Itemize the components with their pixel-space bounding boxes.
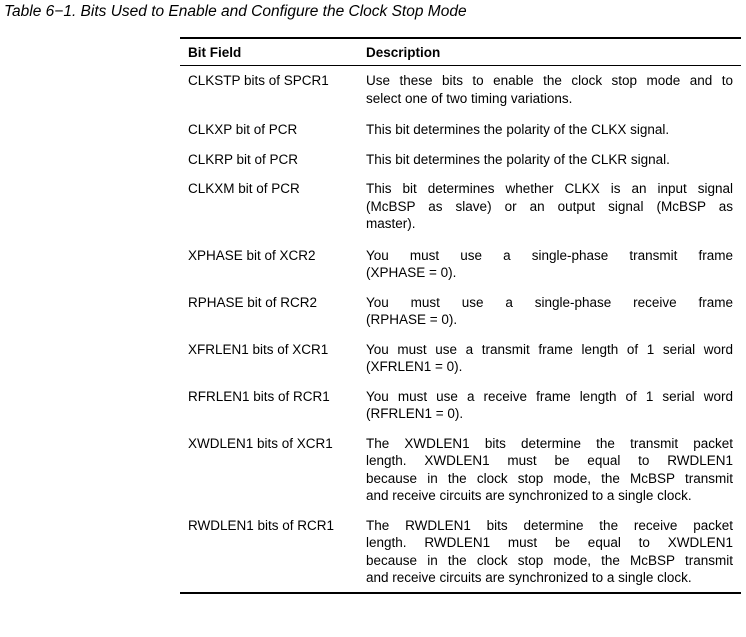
table-row <box>180 341 741 376</box>
description-line: The RWDLEN1 bits determine the receive packet <box>366 517 733 533</box>
description-line: This bit determines the polarity of the CLKR signal. <box>366 151 670 167</box>
table-row <box>180 517 741 587</box>
bit-field-cell: CLKRP bit of PCR <box>188 151 299 167</box>
description-line: Use these bits to enable the clock stop mode and to <box>366 73 733 88</box>
bit-field-cell: XPHASE bit of XCR2 <box>188 247 316 263</box>
description-line: You must use a single-phase transmit frame <box>366 247 733 263</box>
description-line: length. RWDLEN1 must be equal to XWDLEN1 <box>366 535 733 550</box>
description-cell <box>366 341 741 376</box>
table-row <box>180 151 741 169</box>
bit-field-cell: RWDLEN1 bits of RCR1 <box>188 517 335 533</box>
description-line: The XWDLEN1 bits determine the transmit packet <box>366 435 733 451</box>
description-cell <box>366 294 741 329</box>
description-line: You must use a single-phase receive frame <box>366 294 733 310</box>
description-cell <box>366 517 741 587</box>
description-line: This bit determines whether CLKX is an input signal <box>366 181 733 196</box>
table-row <box>180 388 741 423</box>
description-line: length. XWDLEN1 must be equal to RWDLEN1 <box>366 453 733 468</box>
table-caption: Table 6−1. Bits Used to Enable and Configure the Clock Stop Mode <box>4 3 467 20</box>
bit-field-cell: CLKXP bit of PCR <box>188 122 298 137</box>
description-line: (RFRLEN1 = 0). <box>366 406 464 421</box>
description-cell <box>366 151 741 169</box>
header-description: Description <box>366 44 441 60</box>
description-line: (XPHASE = 0). <box>366 265 457 280</box>
table-row <box>180 435 741 505</box>
table-row <box>180 294 741 329</box>
description-line: (XFRLEN1 = 0). <box>366 359 463 374</box>
bit-field-cell: XWDLEN1 bits of XCR1 <box>188 435 333 451</box>
description-cell <box>366 247 741 282</box>
description-cell <box>366 72 741 107</box>
description-cell <box>366 435 741 505</box>
description-cell <box>366 388 741 423</box>
table-header-row <box>180 39 741 66</box>
bits-table <box>180 37 741 594</box>
table-bottom-rule <box>180 592 741 594</box>
header-bit-field: Bit Field <box>188 44 242 60</box>
description-cell <box>366 180 741 233</box>
table-body <box>180 72 741 587</box>
bit-field-cell: XFRLEN1 bits of XCR1 <box>188 341 329 357</box>
bit-field-cell: CLKXM bit of PCR <box>188 181 300 196</box>
description-line: because in the clock stop mode, the McBSP transmit <box>366 552 733 568</box>
table-row <box>180 121 741 139</box>
description-line: and receive circuits are synchronized to a single clock. <box>366 570 692 585</box>
description-cell <box>366 121 741 139</box>
table-row <box>180 72 741 107</box>
description-line: because in the clock stop mode, the McBSP transmit <box>366 470 733 486</box>
description-line: You must use a receive frame length of 1 serial word <box>366 388 733 404</box>
description-line: and receive circuits are synchronized to a single clock. <box>366 488 692 503</box>
description-line: This bit determines the polarity of the CLKX signal. <box>366 122 670 137</box>
description-line: (RPHASE = 0). <box>366 312 458 327</box>
table-row <box>180 180 741 233</box>
bit-field-cell: RFRLEN1 bits of RCR1 <box>188 388 330 404</box>
description-line: (McBSP as slave) or an output signal (McBSP as <box>366 198 733 214</box>
table-row <box>180 247 741 282</box>
bit-field-cell: RPHASE bit of RCR2 <box>188 294 318 310</box>
description-line: You must use a transmit frame length of 1 serial word <box>366 341 733 357</box>
bit-field-cell: CLKSTP bits of SPCR1 <box>188 73 329 88</box>
description-line: select one of two timing variations. <box>366 90 573 106</box>
description-line: master). <box>366 216 416 231</box>
